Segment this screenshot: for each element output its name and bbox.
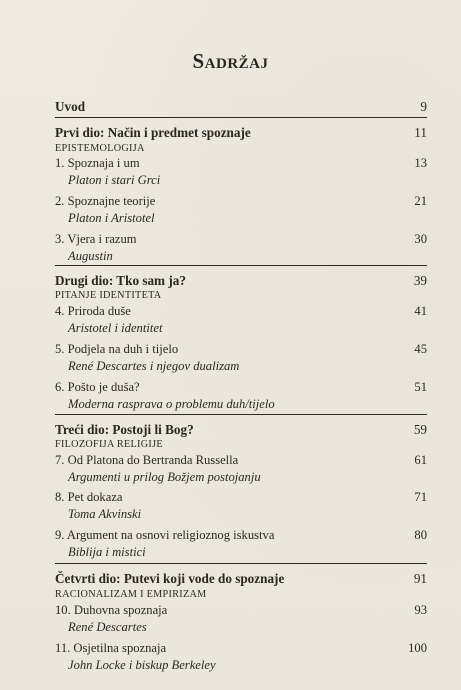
toc-page-number: 45 xyxy=(414,342,427,356)
toc-part-tag: EPISTEMOLOGIJA xyxy=(55,143,145,154)
toc-chapter-title: 8. Pet dokaza xyxy=(55,490,123,504)
toc-page-number: 30 xyxy=(414,232,427,246)
toc-chapter-title: 7. Od Platona do Bertranda Russella xyxy=(55,453,239,467)
page-title-rest: ADRŽAJ xyxy=(204,56,269,72)
toc-chapter-title: 10. Duhovna spoznaja xyxy=(55,603,168,617)
toc-chapter-subtitle: Argumenti u prilog Božjem postojanju xyxy=(68,470,261,484)
toc-part-title: Treći dio: Postoji li Bog? xyxy=(55,422,194,437)
toc-page-number: 51 xyxy=(414,380,427,394)
toc-chapter-title: 1. Spoznaja i um xyxy=(55,156,140,170)
part-divider xyxy=(55,414,427,415)
toc-chapter-subtitle: Toma Akvinski xyxy=(68,507,142,521)
toc-chapter-subtitle: Moderna rasprava o problemu duh/tijelo xyxy=(68,397,275,411)
toc-part-1 xyxy=(55,124,427,141)
part-divider xyxy=(55,265,427,266)
toc-chapter-subtitle: René Descartes i njegov dualizam xyxy=(68,359,240,373)
toc-page-number: 11 xyxy=(414,125,427,140)
toc-chapter xyxy=(55,489,427,506)
toc-chapter-subtitle: John Locke i biskup Berkeley xyxy=(68,658,216,672)
toc-page-number: 93 xyxy=(414,603,427,617)
toc-part-tag: RACIONALIZAM I EMPIRIZAM xyxy=(55,589,207,600)
page-title xyxy=(0,49,461,74)
toc-page-number: 91 xyxy=(413,571,427,586)
toc-chapter-subtitle: Aristotel i identitet xyxy=(68,321,163,335)
toc-page-number: 39 xyxy=(413,273,427,288)
toc-chapter xyxy=(55,379,427,396)
toc-chapter-title: 6. Pošto je duša? xyxy=(55,380,140,394)
toc-part-4 xyxy=(55,570,427,587)
toc-chapter xyxy=(55,231,427,248)
toc-chapter-subtitle: Biblija i mistici xyxy=(68,545,146,559)
toc-part-tag: PITANJE IDENTITETA xyxy=(55,290,162,301)
toc-page-number: 80 xyxy=(414,528,427,542)
toc-chapter-title: 3. Vjera i razum xyxy=(55,232,137,246)
toc-chapter-subtitle: René Descartes xyxy=(68,620,147,634)
part-divider xyxy=(55,117,427,118)
toc-chapter-title: 5. Podjela na duh i tijelo xyxy=(55,342,179,356)
toc-chapter-title: 11. Osjetilna spoznaja xyxy=(55,641,167,655)
toc-chapter xyxy=(55,640,427,657)
toc-part-title: Četvrti dio: Putevi koji vode do spoznaje xyxy=(55,571,285,586)
toc-part-tag: FILOZOFIJA RELIGIJE xyxy=(55,439,163,450)
toc-part-title: Drugi dio: Tko sam ja? xyxy=(55,273,186,288)
toc-entry-title: Uvod xyxy=(55,99,86,114)
toc-page-number: 41 xyxy=(414,304,427,318)
toc-page-number: 59 xyxy=(413,422,427,437)
toc-page-number: 9 xyxy=(420,99,427,114)
toc-chapter-subtitle: Platon i stari Grci xyxy=(68,173,161,187)
toc-chapter xyxy=(55,341,427,358)
toc-chapter-subtitle: Platon i Aristotel xyxy=(68,211,155,225)
toc-chapter xyxy=(55,193,427,210)
toc-chapter-subtitle: Augustin xyxy=(68,249,113,263)
toc-chapter xyxy=(55,452,427,469)
toc-chapter-title: 2. Spoznajne teorije xyxy=(55,194,156,208)
toc-page-number: 71 xyxy=(414,490,427,504)
toc-page-number: 100 xyxy=(408,641,427,655)
toc-chapter xyxy=(55,602,427,619)
toc-chapter xyxy=(55,155,427,172)
toc-chapter-title: 4. Priroda duše xyxy=(55,304,131,318)
part-divider xyxy=(55,563,427,564)
toc-part-2 xyxy=(55,272,427,289)
page-title-initial: S xyxy=(192,49,205,73)
toc-page-number: 21 xyxy=(414,194,427,208)
toc-chapter-title: 9. Argument na osnovi religioznog iskustva xyxy=(55,528,275,542)
toc-entry-intro xyxy=(55,98,427,115)
toc-page-number: 61 xyxy=(414,453,427,467)
toc-chapter xyxy=(55,303,427,320)
toc-page-number: 13 xyxy=(414,156,427,170)
toc-chapter xyxy=(55,527,427,544)
toc-part-title: Prvi dio: Način i predmet spoznaje xyxy=(55,125,251,140)
toc-part-3 xyxy=(55,421,427,438)
